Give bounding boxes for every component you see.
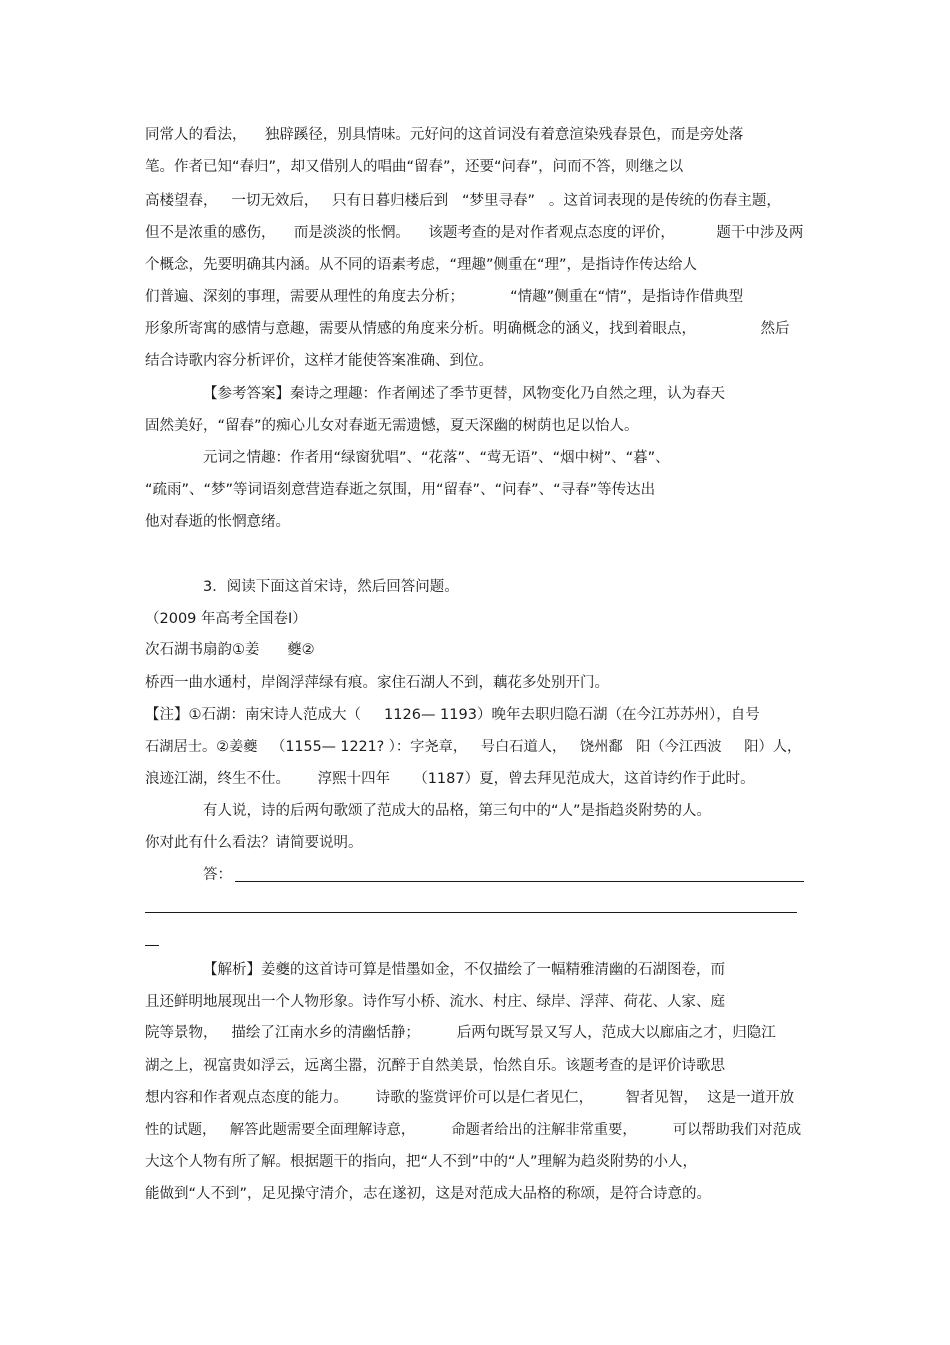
analysis-1-line: 但不是浓重的感伤， 而是淡淡的怅惘。 该题考查的是对作者观点态度的评价， 题干中涉及两 [145, 225, 804, 241]
answer-line[interactable] [235, 881, 804, 882]
analysis-3-line: 湖之上，视富贵如浮云，远离尘嚣，沉醉于自然美景，怡然自乐。该题考查的是评价诗歌思 [145, 1058, 725, 1074]
question-3-source: （2009 年高考全国卷Ⅰ） [145, 611, 307, 627]
answer-line[interactable] [145, 945, 159, 946]
answer-1-line: 【参考答案】秦诗之理趣：作者阐述了季节更替，风物变化乃自然之理，认为春天 [203, 386, 725, 402]
answer-1-line: 固然美好，“留春”的痴心儿女对春逝无需遗憾，夏天深幽的树荫也足以怡人。 [145, 418, 639, 434]
analysis-3-line: 【解析】姜夔的这首诗可算是惜墨如金，不仅描绘了一幅精雅清幽的石湖图卷，而 [203, 962, 725, 978]
analysis-3-line: 且还鲜明地展现出一个人物形象。诗作写小桥、流水、村庄、绿岸、浮萍、荷花、人家、庭 [145, 994, 725, 1010]
answer-1-line: “疏雨”、“梦”等词语刻意营造春逝之氛围，用“留春”、“问春”、“寻春”等传达出 [145, 482, 656, 498]
answer-label: 答： [203, 867, 232, 883]
poem-note-line: 浪迹江湖，终生不仕。 淳熙十四年 （1187）夏，曾去拜见范成大，这首诗约作于此时。 [145, 771, 755, 787]
poem-note-line: 【注】①石湖：南宋诗人范成大（ 1126— 1193）晚年去职归隐石湖（在今江苏苏州），自号 [145, 707, 760, 723]
analysis-1-line: 个概念，先要明确其内涵。从不同的语素考虑，“理趣”侧重在“理”，是指诗作传达给人 [145, 257, 698, 273]
answer-1-line: 他对春逝的怅惘意绪。 [145, 514, 290, 530]
question-3-text-line: 有人说，诗的后两句歌颂了范成大的品格，第三句中的“人”是指趋炎附势的人。 [203, 803, 712, 819]
analysis-3-line: 大这个人物有所了解。根据题干的指向，把“人不到”中的“人”理解为趋炎附势的小人， [145, 1154, 698, 1170]
analysis-1-line: 同常人的看法， 独辟蹊径，别具情味。元好问的这首词没有着意渲染残春景色，而是旁处落 [145, 127, 744, 143]
analysis-1-line: 笔。作者已知“春归”，却又借别人的唱曲“留春”，还要“问春”，问而不答，则继之以 [145, 159, 684, 175]
analysis-3-line: 性的试题， 解答此题需要全面理解诗意， 命题者给出的注解非常重要， 可以帮助我们对范成 [145, 1122, 802, 1138]
analysis-1-line: 们普遍、深刻的事理，需要从理性的角度去分析； “情趣”侧重在“情”，是指诗作借典型 [145, 289, 744, 305]
question-3-text-line: 你对此有什么看法？请简要说明。 [145, 835, 363, 851]
poem-title: 次石湖书扇韵①姜 夔② [145, 642, 315, 658]
question-3-prompt: 3．阅读下面这首宋诗，然后回答问题。 [203, 579, 459, 595]
analysis-3-line: 想内容和作者观点态度的能力。 诗歌的鉴赏评价可以是仁者见仁， 智者见智， 这是一道开放 [145, 1090, 795, 1106]
answer-line[interactable] [145, 912, 797, 913]
answer-1-line: 元词之情趣：作者用“绿窗犹唱”、“花落”、“莺无语”、“烟中树”、“暮”、 [203, 450, 670, 466]
poem-text: 桥西一曲水通村，岸阁浮萍绿有痕。家住石湖人不到，藕花多处别开门。 [145, 675, 609, 691]
analysis-1-line: 结合诗歌内容分析评价，这样才能使答案准确、到位。 [145, 353, 493, 369]
analysis-3-line: 院等景物， 描绘了江南水乡的清幽恬静； 后两句既写景又写人，范成大以廊庙之才，归隐江 [145, 1025, 776, 1041]
analysis-1-line: 高楼望春， 一切无效后， 只有日暮归楼后到 “梦里寻春” 。这首词表现的是传统的伤春主题， [145, 193, 781, 209]
poem-note-line: 石湖居士。②姜夔 （1155— 1221? ）：字尧章， 号白石道人， 饶州鄱 阳（今江西波 阳）人， [145, 739, 802, 755]
analysis-3-line: 能做到“人不到”，足见操守清介，志在遂初，这是对范成大品格的称颂，是符合诗意的。 [145, 1186, 712, 1202]
analysis-1-line: 形象所寄寓的感情与意趣，需要从情感的角度来分析。明确概念的涵义，找到着眼点， 然后 [145, 321, 790, 337]
